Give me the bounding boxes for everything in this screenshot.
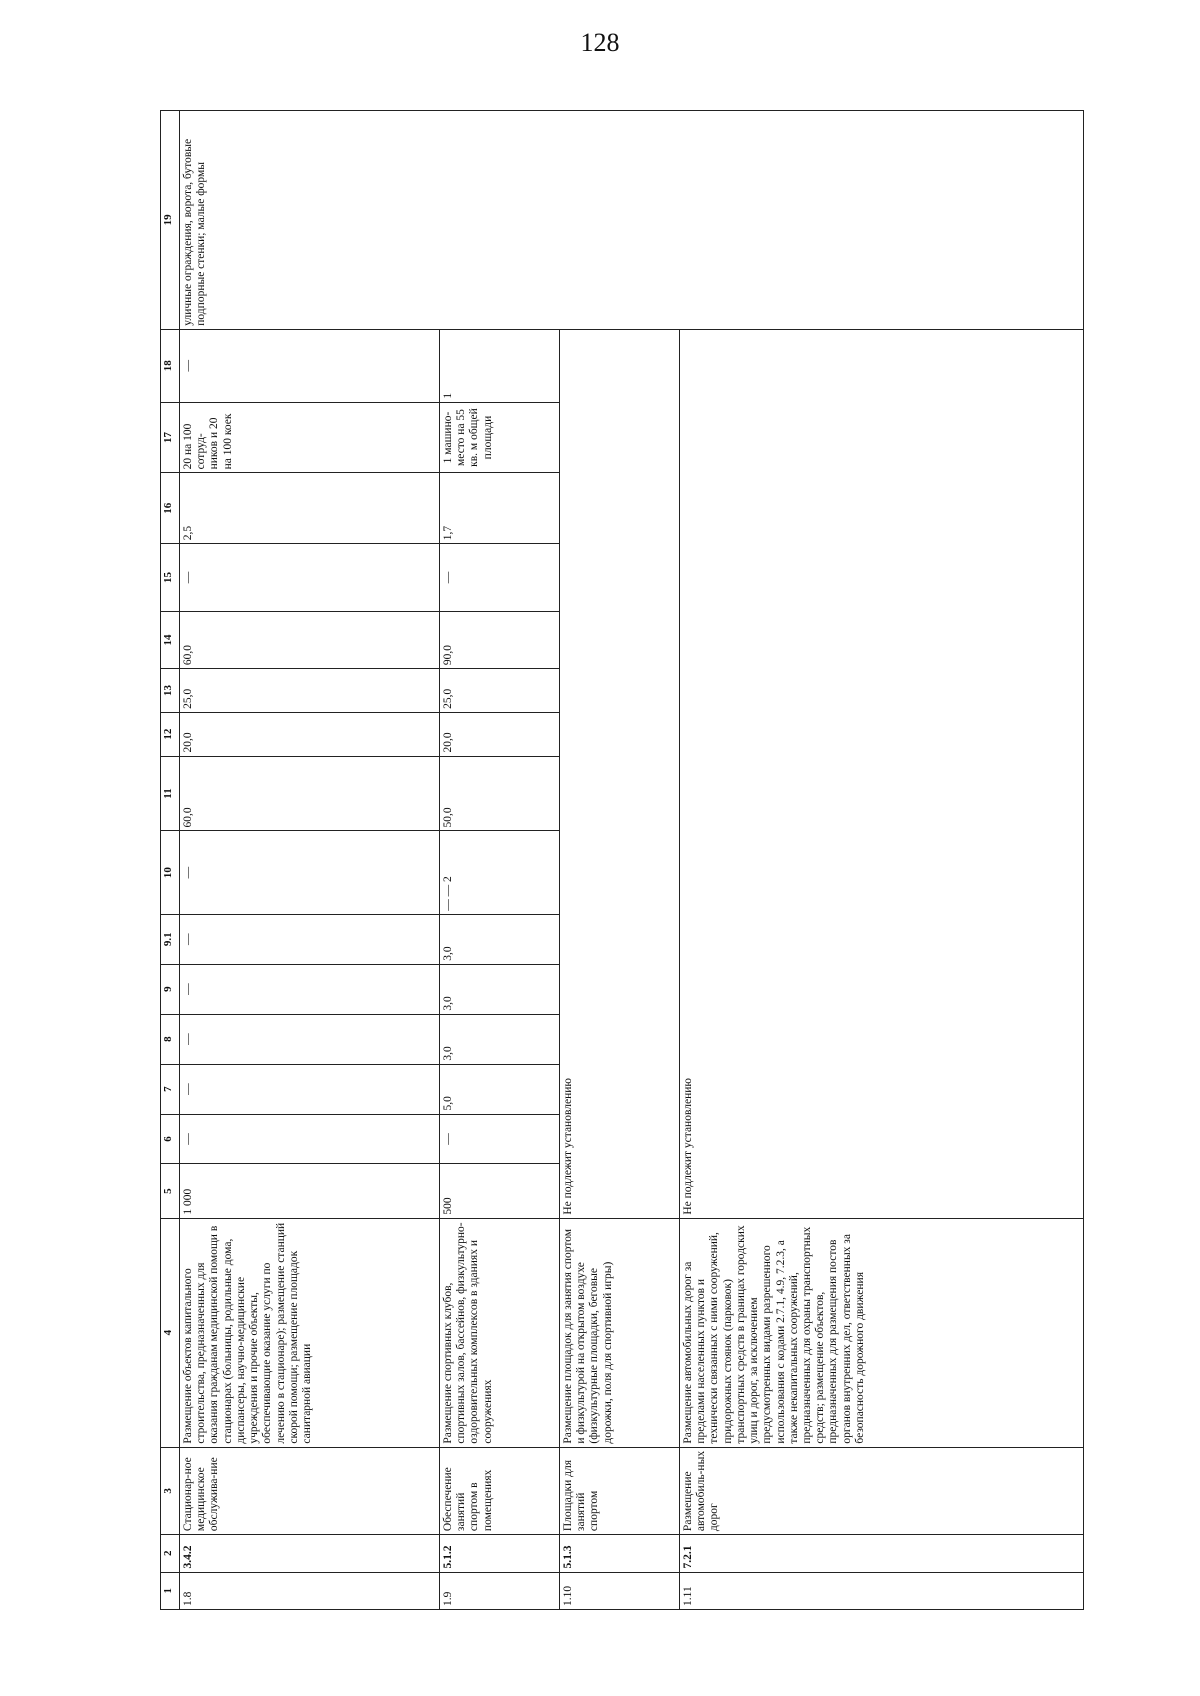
- table-cell: 1,7: [440, 473, 560, 544]
- header-cell: 13: [161, 669, 180, 713]
- table-cell: —: [180, 1014, 440, 1064]
- header-cell: 4: [161, 1218, 180, 1447]
- header-row: [161, 111, 180, 1610]
- table-row: [440, 111, 560, 1610]
- header-cell: 11: [161, 756, 180, 831]
- header-cell: 17: [161, 402, 180, 473]
- header-cell: 6: [161, 1114, 180, 1164]
- header-cell: 12: [161, 712, 180, 756]
- table-cell: 60,0: [180, 756, 440, 831]
- use-type-name: Обеспечение занятий спортом в помещениях: [440, 1447, 560, 1534]
- header-cell: 15: [161, 544, 180, 612]
- row-number: 1.11: [680, 1572, 1084, 1609]
- header-cell: 9.1: [161, 914, 180, 964]
- table-cell: —: [180, 914, 440, 964]
- use-type-description: Размещение автомобильных дорог за пределами населенных пунктов и технически связанных с ними сооружений, придорожных стоянок (парковок) транспортных средств в границах городских улиц и дорог, за исключением предусмотренных видами разрешенного использования с кодами 2.7.1, 4.9, 7.2.3, а также некапитальных сооружений, предназначенных для охраны транспортных средств; размещение объектов, предназначенных для размещения постов органов внутренних дел, ответственных за безопасность дорожного движения: [680, 1218, 1084, 1447]
- table-cell: 3,0: [440, 964, 560, 1014]
- table-row: [560, 111, 680, 1610]
- table-cell: 1 000: [180, 1164, 440, 1218]
- table-cell: —: [180, 544, 440, 612]
- use-type-name: Стационар-ное медицинское обслужива-ние: [180, 1447, 440, 1534]
- use-type-description: Размещение объектов капитального строительства, предназначенных для оказания гражданам медицинской помощи в стационарах (больницы, родильные дома, диспансеры, научно-медицинские учреждения и прочие объекты, обеспечивающие оказание услуги по лечению в стационаре); размещение станций скорой помощи; размещение площадок санитарной авиации: [180, 1218, 440, 1447]
- table-cell: 90,0: [440, 611, 560, 668]
- table-cell: 50,0: [440, 756, 560, 831]
- page-number: 128: [580, 28, 620, 57]
- use-type-name: Размещение автомобиль-ных дорог: [680, 1447, 1084, 1534]
- header-cell: 14: [161, 611, 180, 668]
- not-established-note: Не подлежит установлению: [680, 329, 1084, 1218]
- table-cell: —: [180, 1114, 440, 1164]
- table-cell: —: [440, 1114, 560, 1164]
- table-cell: 2,5: [180, 473, 440, 544]
- header-cell: 8: [161, 1014, 180, 1064]
- header-cell: 3: [161, 1447, 180, 1534]
- ancillary-structures: уличные ограждения, ворота, бутовые подпорные стенки; малые формы: [180, 111, 1084, 330]
- rotated-table-frame: [160, 110, 1080, 1610]
- table-row: [180, 111, 440, 1610]
- table-cell: —: [440, 544, 560, 612]
- row-number: 1.9: [440, 1572, 560, 1609]
- table-cell: 3,0: [440, 1014, 560, 1064]
- zone-code: 7.2.1: [680, 1535, 1084, 1572]
- table-cell: 25,0: [180, 669, 440, 713]
- header-cell: 7: [161, 1064, 180, 1114]
- row-number: 1.10: [560, 1572, 680, 1609]
- table-cell: 1: [440, 329, 560, 402]
- header-cell: 5: [161, 1164, 180, 1218]
- rotated-table-container: [160, 110, 1080, 1610]
- not-established-note: Не подлежит установлению: [560, 329, 680, 1218]
- table-cell: 500: [440, 1164, 560, 1218]
- table-row: [680, 111, 1084, 1610]
- table-cell: 20,0: [440, 712, 560, 756]
- row-number: 1.8: [180, 1572, 440, 1609]
- header-cell: 1: [161, 1572, 180, 1609]
- regulations-table: [160, 110, 1084, 1610]
- zone-code: 3.4.2: [180, 1535, 440, 1572]
- header-cell: 18: [161, 329, 180, 402]
- table-cell: 60,0: [180, 611, 440, 668]
- header-cell: 16: [161, 473, 180, 544]
- use-type-description: Размещение спортивных клубов, спортивных залов, бассейнов, физкультурно-оздоровительных комплексов в зданиях и сооружениях: [440, 1218, 560, 1447]
- use-type-name: Площадки для занятий спортом: [560, 1447, 680, 1534]
- table-cell: —: [180, 1064, 440, 1114]
- parking-norm: 1 машино-место на 55 кв. м общей площади: [440, 402, 560, 473]
- table-cell: —: [180, 831, 440, 914]
- zone-code: 5.1.3: [560, 1535, 680, 1572]
- table-cell: 20,0: [180, 712, 440, 756]
- header-cell: 10: [161, 831, 180, 914]
- parking-norm: 20 на 100 сотруд-ников и 20 на 100 коек: [180, 402, 440, 473]
- table-cell: 5,0: [440, 1064, 560, 1114]
- table-cell: — — 2: [440, 831, 560, 914]
- table-cell: 3,0: [440, 914, 560, 964]
- header-cell: 19: [161, 111, 180, 330]
- table-cell: —: [180, 329, 440, 402]
- use-type-description: Размещение площадок для занятия спортом и физкультурой на открытом воздухе (физкультурные площадки, беговые дорожки, поля для спортивной игры): [560, 1218, 680, 1447]
- table-cell: 25,0: [440, 669, 560, 713]
- header-cell: 9: [161, 964, 180, 1014]
- header-cell: 2: [161, 1535, 180, 1572]
- table-cell: —: [180, 964, 440, 1014]
- zone-code: 5.1.2: [440, 1535, 560, 1572]
